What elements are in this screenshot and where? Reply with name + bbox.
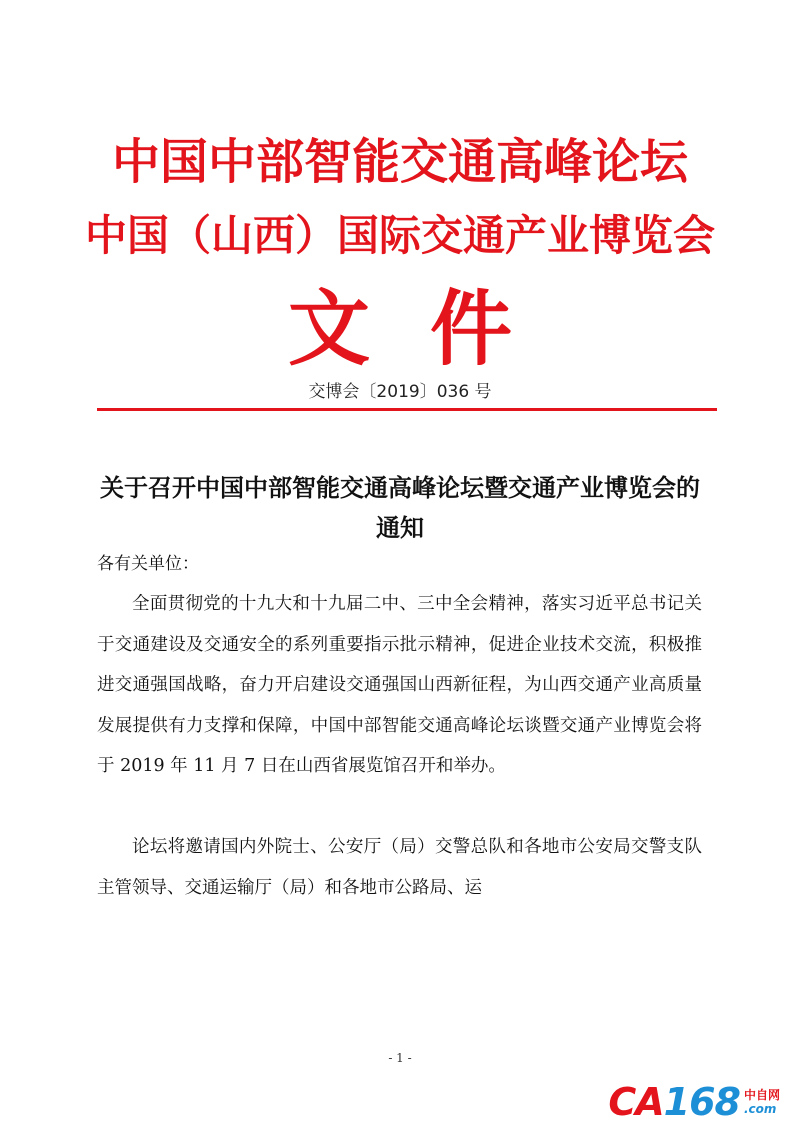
page-number: - 1 - (388, 1051, 412, 1065)
watermark-domain: .com (743, 1102, 777, 1116)
letterhead-organizer-line: 中国中部智能交通高峰论坛 (111, 134, 688, 190)
notice-paragraph-2: 论坛将邀请国内外院士、公安厅（局）交警总队和各地市公安局交警支队主管领导、交通运输厅（局）和各地市公路局、运 (97, 837, 702, 898)
watermark-side-text (744, 1088, 780, 1116)
notice-paragraph-1: 全面贯彻党的十九大和十九届二中、三中全会精神，落实习近平总书记关于交通建设及交通安全的系列重要指示批示精神，促进企业技术交流，积极推进交通强国战略，奋力开启建设交通强国山西新征程，为山西交通产业高质量发展提供有力支撑和保障，中国中部智能交通高峰论坛谈暨交通产业博览会将于 2019 年 11 月 7 日在山西省展览馆召开和举办。 (97, 594, 702, 776)
notice-title: 关于召开中国中部智能交通高峰论坛暨交通产业博览会的通知 (100, 473, 700, 542)
document-number: 交博会〔2019〕036 号 (308, 382, 492, 402)
letterhead-red-rule (97, 408, 717, 411)
letterhead-document-label: 文件 (287, 281, 572, 377)
notice-greeting: 各有关单位： (97, 554, 199, 574)
watermark-brand-letters: CA (608, 1080, 664, 1124)
watermark-cn-label: 中自网 (743, 1088, 780, 1102)
watermark-brand-digits: 168 (663, 1080, 740, 1124)
ca168-watermark-logo (608, 1082, 780, 1122)
letterhead-expo-line: 中国（山西）国际交通产业博览会 (84, 211, 715, 260)
watermark-brand (608, 1082, 740, 1122)
